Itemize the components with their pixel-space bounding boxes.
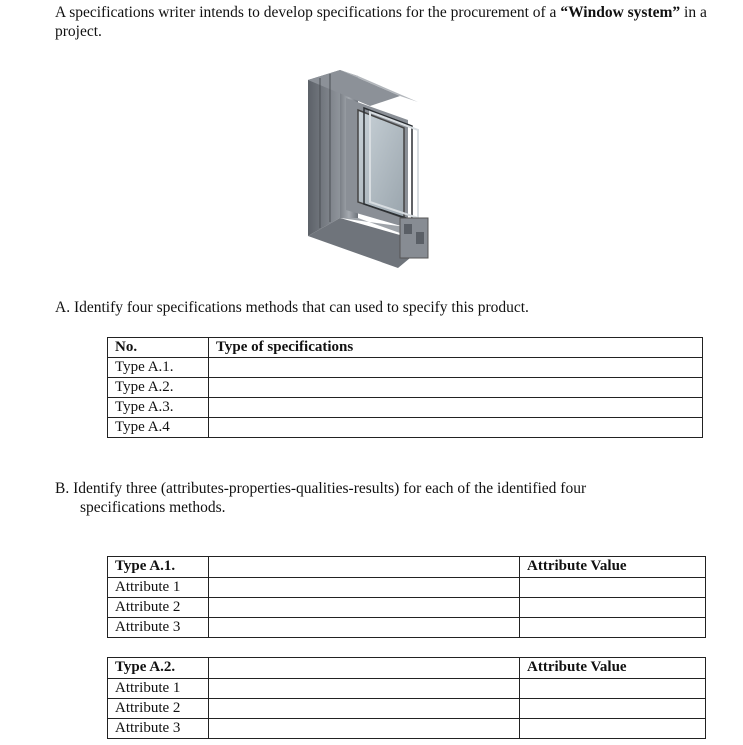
column-header-no: No. [108, 338, 209, 358]
answer-cell[interactable] [209, 699, 520, 719]
row-label: Attribute 2 [108, 598, 209, 618]
attribute-value-header: Attribute Value [520, 557, 706, 578]
window-frame-image [300, 68, 440, 273]
intro-text-end: in a project. [55, 4, 707, 40]
question-b-line1: B. Identify three (attributes-properties-qualities-results) for each of the identified four [55, 480, 587, 497]
answer-cell[interactable] [209, 658, 520, 679]
table-row [108, 398, 703, 418]
table-header-row [108, 338, 703, 358]
answer-cell[interactable] [209, 557, 520, 578]
answer-cell[interactable] [209, 418, 703, 438]
value-cell[interactable] [520, 598, 706, 618]
attributes-table-type-a1 [107, 556, 706, 638]
table-row [108, 679, 706, 699]
table-row [108, 618, 706, 638]
intro-window-term: “Window system” [560, 4, 681, 21]
answer-cell[interactable] [209, 358, 703, 378]
table-row [108, 719, 706, 739]
table-row [108, 699, 706, 719]
row-label: Type A.4 [108, 418, 209, 438]
value-cell[interactable] [520, 719, 706, 739]
specifications-methods-table [107, 337, 703, 438]
table-row [108, 378, 703, 398]
answer-cell[interactable] [209, 618, 520, 638]
row-label: Type A.1. [108, 358, 209, 378]
question-a: A. Identify four specifications methods that can used to specify this product. [55, 299, 529, 316]
type-title: Type A.2. [108, 658, 209, 679]
question-b [55, 479, 696, 517]
attribute-value-header: Attribute Value [520, 658, 706, 679]
row-label: Attribute 1 [108, 578, 209, 598]
row-label: Attribute 2 [108, 699, 209, 719]
row-label: Type A.2. [108, 378, 209, 398]
row-label: Type A.3. [108, 398, 209, 418]
answer-cell[interactable] [209, 719, 520, 739]
row-label: Attribute 3 [108, 719, 209, 739]
value-cell[interactable] [520, 699, 706, 719]
column-header-type: Type of specifications [209, 338, 703, 358]
answer-cell[interactable] [209, 578, 520, 598]
intro-paragraph [55, 3, 715, 41]
table-row [108, 358, 703, 378]
intro-text-start: A specifications writer intends to develop specifications for the procurement of a [55, 4, 561, 21]
row-label: Attribute 1 [108, 679, 209, 699]
answer-cell[interactable] [209, 679, 520, 699]
answer-cell[interactable] [209, 598, 520, 618]
answer-cell[interactable] [209, 378, 703, 398]
row-label: Attribute 3 [108, 618, 209, 638]
table-row [108, 418, 703, 438]
table-header-row [108, 658, 706, 679]
attributes-table-type-a2 [107, 657, 706, 739]
value-cell[interactable] [520, 679, 706, 699]
table-row [108, 598, 706, 618]
question-b-line2: specifications methods. [80, 499, 226, 516]
table-row [108, 578, 706, 598]
value-cell[interactable] [520, 578, 706, 598]
table-header-row [108, 557, 706, 578]
value-cell[interactable] [520, 618, 706, 638]
type-title: Type A.1. [108, 557, 209, 578]
answer-cell[interactable] [209, 398, 703, 418]
